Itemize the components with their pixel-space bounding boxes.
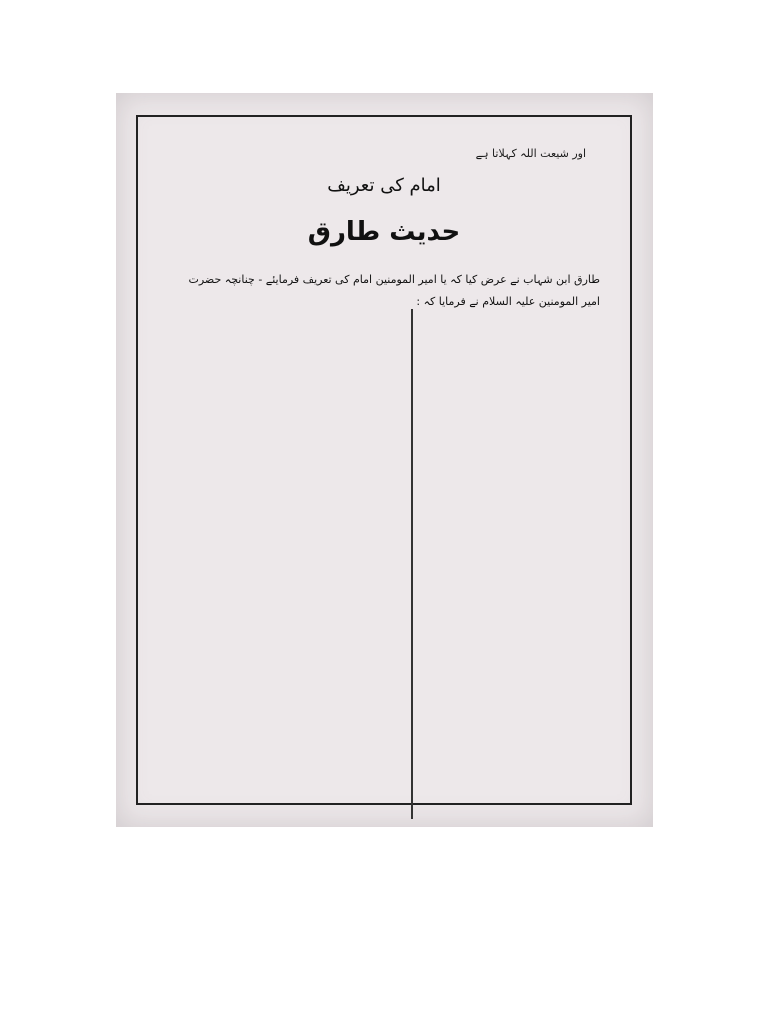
arabic-column xyxy=(426,315,631,815)
scanned-page xyxy=(116,93,653,827)
page-subtitle: حدیث طارق xyxy=(307,217,461,247)
column-divider xyxy=(411,309,413,819)
urdu-column xyxy=(180,315,398,815)
page-title: امام کی تعریف xyxy=(327,175,441,196)
page-frame xyxy=(136,115,632,805)
top-note: اور شیعت اللہ کہلاتا ہے xyxy=(475,147,586,160)
intro-paragraph: طارق ابن شہاب نے عرض کیا کہ یا امیر المومنین امام کی تعریف فرمایئے - چنانچہ حضرت امیر المومنین علیہ السلام نے فرمایا کہ : xyxy=(188,273,600,308)
